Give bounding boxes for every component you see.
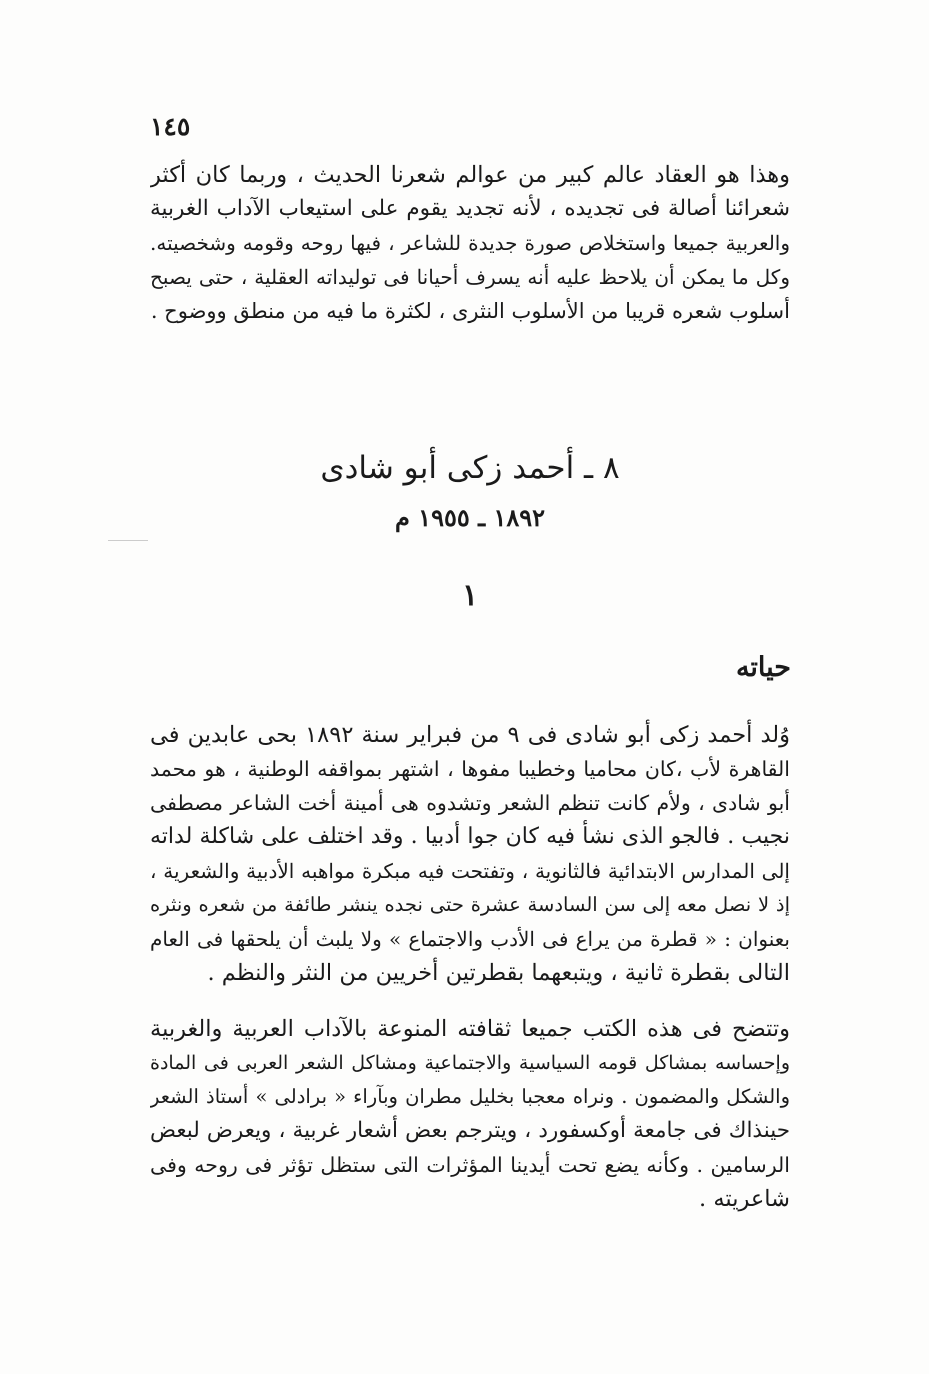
text-line: وكل ما يمكن أن يلاحظ عليه أنه يسرف أحيانا فى توليداته العقلية ، حتى يصبح — [150, 265, 790, 289]
section-number: ١ — [461, 578, 479, 613]
text-line: أسلوب شعره قريبا من الأسلوب النثرى ، لكثرة ما فيه من منطق ووضوح . — [150, 299, 790, 323]
text-line: والشكل والمضمون . ونراه معجبا بخليل مطران وبآراء « برادلى » أستاذ الشعر — [150, 1085, 790, 1108]
page-number: ١٤٥ — [150, 112, 191, 141]
text-line: شاعريته . — [699, 1186, 790, 1212]
chapter-title: ٨ ـ أحمد زكى أبو شادى — [320, 450, 620, 486]
text-line: نجيب . فالجو الذى نشأ فيه كان جوا أدبيا . وقد اختلف على شاكلة لداته — [150, 824, 790, 849]
text-line: وهذا هو العقاد عالم كبير من عوالم شعرنا الحديث ، وربما كان أكثر — [150, 162, 790, 188]
text-line: القاهرة لأب ،كان محاميا وخطيبا مفوها ، اشتهر بمواقفه الوطنية ، هو محمد — [150, 757, 790, 781]
biography-paragraph-1 — [150, 718, 790, 990]
biography-paragraph-2 — [150, 1012, 790, 1216]
text-line: إذ لا نصل معه إلى سن السادسة عشرة حتى نجده ينشر طائفة من شعره ونثره — [150, 893, 790, 916]
text-line: وتتضح فى هذه الكتب جميعا ثقافته المنوعة بالآداب العربية والغربية — [150, 1016, 790, 1042]
intro-paragraph — [150, 158, 790, 328]
text-line: حينذاك فى جامعة أوكسفورد ، ويترجم بعض أشعار غربية ، ويعرض لبعض — [150, 1118, 790, 1143]
text-line: التالى بقطرة ثانية ، ويتبعهما بقطرتين أخريين من النثر والنظم . — [207, 960, 790, 986]
chapter-years: ١٨٩٢ ـ ١٩٥٥ م — [394, 503, 546, 532]
text-line: وُلد أحمد زكى أبو شادى فى ٩ من فبراير سنة ١٨٩٢ بحى عابدين فى — [150, 722, 790, 748]
text-line: بعنوان : « قطرة من يراع فى الأدب والاجتماع » ولا يلبث أن يلحقها فى العام — [150, 927, 790, 951]
text-line: وإحساسه بمشاكل قومه السياسية والاجتماعية ومشاكل الشعر العربى فى المادة — [150, 1052, 790, 1074]
section-heading: حياته — [735, 652, 791, 683]
text-line: والعربية جميعا واستخلاص صورة جديدة للشاعر ، فيها روحه وقومه وشخصيته. — [150, 231, 790, 255]
text-line: إلى المدارس الابتدائية فالثانوية ، وتفتحت فيه مبكرة مواهبه الأدبية والشعرية ، — [150, 859, 790, 883]
text-line: شعرائنا أصالة فى تجديده ، لأنه تجديد يقوم على استيعاب الآداب الغربية — [150, 196, 790, 221]
margin-mark — [108, 540, 148, 541]
text-line: أبو شادى ، ولأم كانت تنظم الشعر وتشدوه هى أمينة أخت الشاعر مصطفى — [150, 791, 790, 815]
text-line: الرسامين . وكأنه يضع تحت أيدينا المؤثرات التى ستظل تؤثر فى روحه وفى — [150, 1153, 790, 1177]
